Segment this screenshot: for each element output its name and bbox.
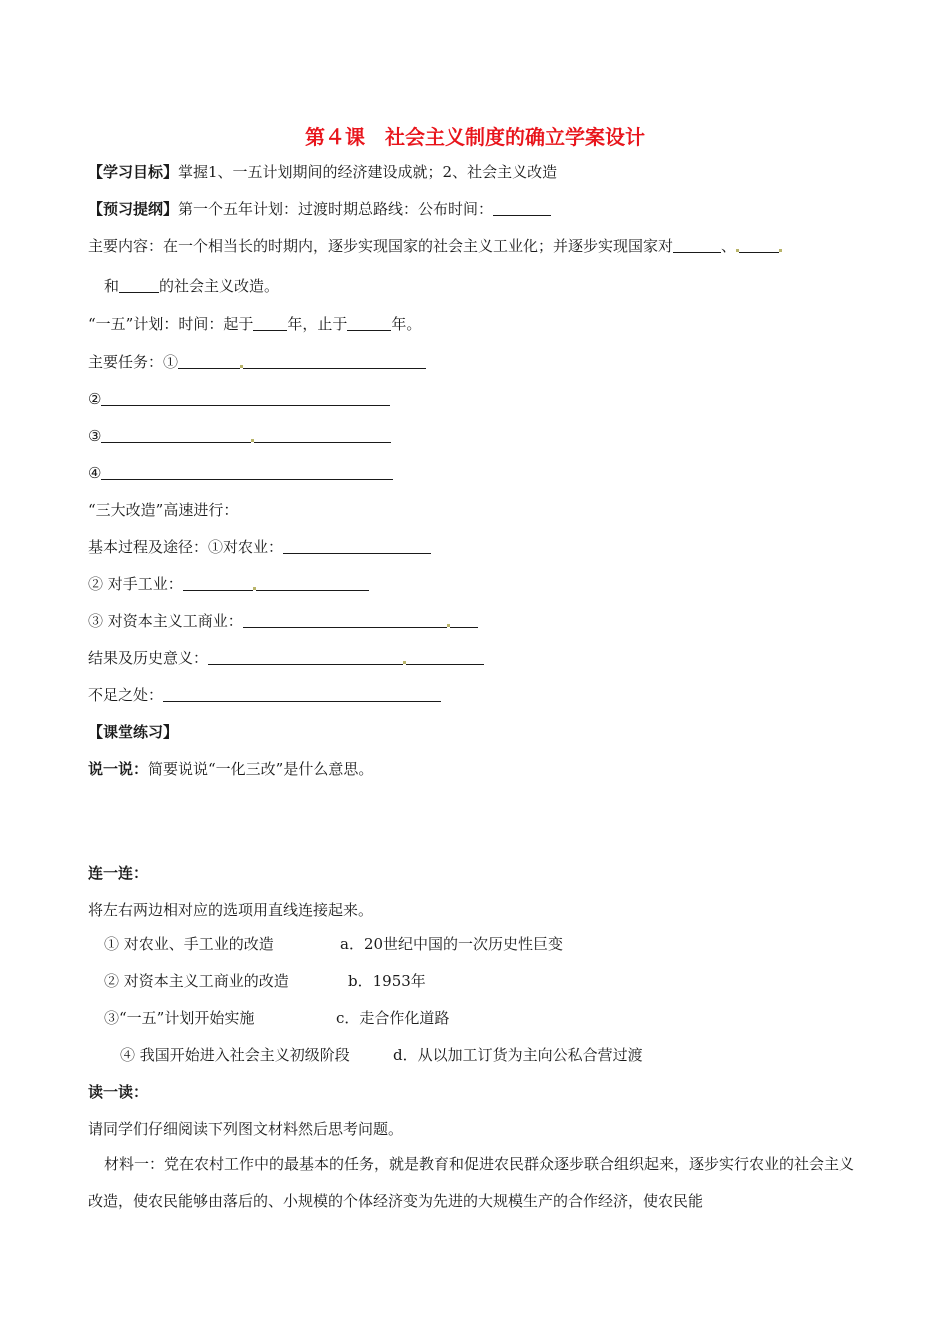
three-reforms-heading: “三大改造”高速进行： [88,501,239,519]
task-3-blank-a[interactable] [101,427,251,443]
match-right-b[interactable]: b．1953年 [348,972,426,990]
and-pre: 和 [104,277,120,295]
main-content-text: 主要内容：在一个相当长的时期内，逐步实现国家的社会主义工业化；并逐步实现国家对 [88,237,674,255]
connect-instruction: 将左右两边相对应的选项用直线连接起来。 [88,901,374,919]
task-2-line [88,389,390,409]
shortcoming-line [88,685,441,705]
task-3-line [88,426,391,446]
read-instruction: 请同学们仔细阅读下列图文材料然后思考问题。 [88,1120,404,1138]
end-year-blank[interactable] [347,315,391,331]
and-line [104,276,279,296]
agri-line [88,537,431,557]
task-2-number: ② [88,390,102,408]
tasks-label: 主要任务：① [88,353,179,371]
task-3-blank-b[interactable] [254,427,391,443]
task-4-number: ④ [88,464,102,482]
five-year-plan-line [88,314,421,334]
say-line [88,759,373,779]
say-text: 简要说说“一化三改”是什么意思。 [148,760,374,778]
handicraft-blank-b[interactable] [256,575,369,591]
practice-heading: 【课堂练习】 [88,723,179,741]
agri-blank[interactable] [283,538,431,554]
match-right-a[interactable]: a．20世纪中国的一次历史性巨变 [340,935,564,953]
say-label: 说一说： [88,760,149,778]
publish-time-blank[interactable] [493,200,551,216]
task-4-blank[interactable] [101,464,393,480]
task-3-number: ③ [88,427,102,445]
match-left-1[interactable]: ① 对农业、手工业的改造 [104,935,274,953]
handicraft-line [88,574,369,594]
objectives-text: 掌握1、一五计划期间的经济建设成就；2、社会主义改造 [178,163,558,181]
shortcoming-blank[interactable] [163,686,441,702]
capital-label: ③ 对资本主义工商业： [88,612,243,630]
separator: 、 [721,237,737,255]
objectives-tag: 【学习目标】 [88,163,179,181]
capital-blank-a[interactable] [243,612,447,628]
result-label: 结果及历史意义： [88,649,209,667]
result-line [88,648,484,668]
task-2-blank[interactable] [101,390,390,406]
match-left-4[interactable]: ④ 我国开始进入社会主义初级阶段 [120,1046,350,1064]
preview-text: 第一个五年计划：过渡时期总路线：公布时间： [178,200,494,218]
match-right-c[interactable]: c．走合作化道路 [336,1009,450,1027]
objectives-line [88,162,557,182]
reform-blank-2[interactable] [739,237,779,253]
task-1-blank-a[interactable] [178,353,240,369]
main-content-line [88,236,782,256]
page-title: 第４课 社会主义制度的确立学案设计 [305,125,645,149]
result-blank-a[interactable] [208,649,403,665]
match-left-3[interactable]: ③“一五”计划开始实施 [104,1009,255,1027]
match-left-2[interactable]: ② 对资本主义工商业的改造 [104,972,289,990]
five-year-pre: “一五”计划：时间：起于 [88,315,254,333]
capital-line [88,611,478,631]
material-one-paragraph: 材料一：党在农村工作中的最基本的任务，就是教育和促进农民群众逐步联合组织起来，逐步实行农业的社会主义改造，使农民能够由落后的、小规模的个体经济变为先进的大规模生产的合作经济，使农民能 [88,1155,855,1210]
match-right-d[interactable]: d．从以加工订货为主向公私合营过渡 [393,1046,643,1064]
five-year-post: 年。 [391,315,422,333]
preview-tag: 【预习提纲】 [88,200,179,218]
agri-label: 基本过程及途径：①对农业： [88,538,284,556]
task-4-line [88,463,393,483]
connect-heading: 连一连： [88,864,149,882]
handicraft-label: ② 对手工业： [88,575,183,593]
reform-blank-1[interactable] [673,237,721,253]
preview-line [88,199,551,219]
handicraft-blank-a[interactable] [183,575,253,591]
read-heading: 读一读： [88,1083,149,1101]
reform-blank-3[interactable] [119,277,159,293]
five-year-mid: 年，止于 [287,315,348,333]
dot-mark [779,249,782,252]
task-1-blank-b[interactable] [243,353,426,369]
start-year-blank[interactable] [253,315,287,331]
task-1-line [88,352,426,372]
result-blank-b[interactable] [406,649,484,665]
shortcoming-label: 不足之处： [88,686,164,704]
and-post: 的社会主义改造。 [159,277,280,295]
capital-blank-b[interactable] [450,612,478,628]
